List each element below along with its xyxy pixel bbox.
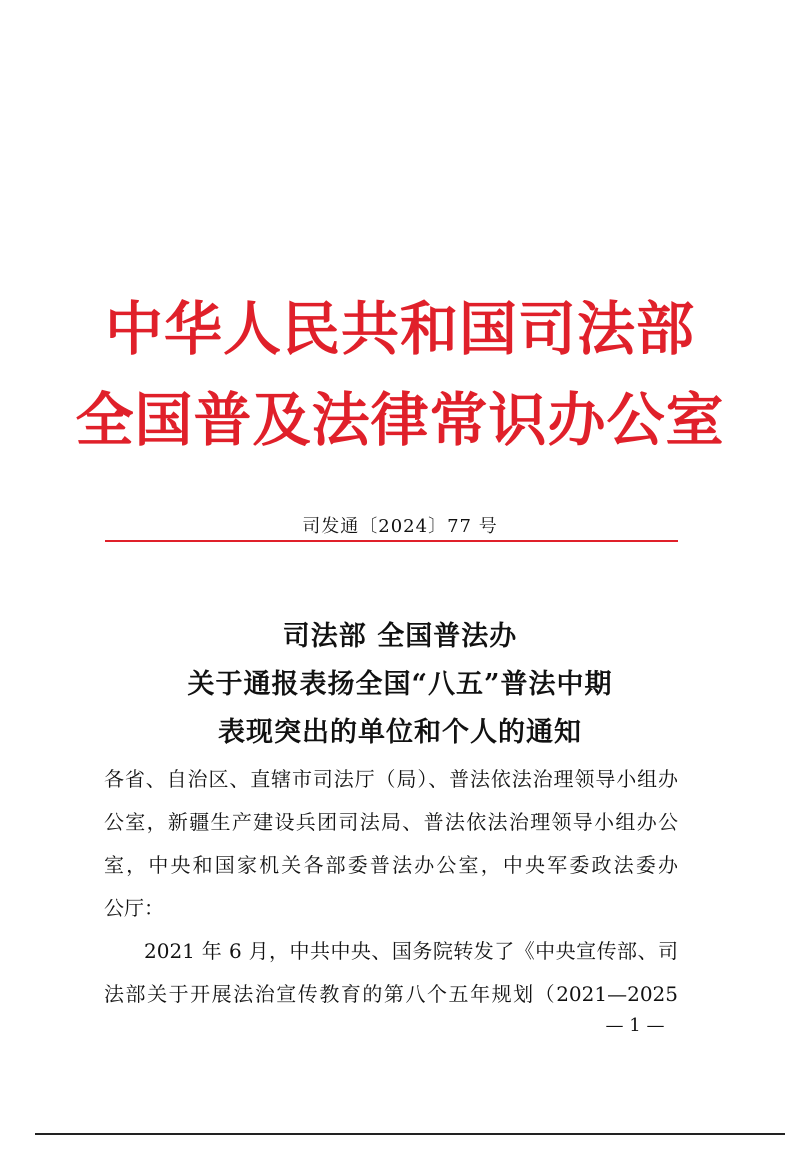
addressee-line-3: 室，中央和国家机关各部委普法办公室，中央军委政法委办 <box>104 853 678 877</box>
issuer-name-line-1: 中华人民共和国司法部 <box>104 295 695 363</box>
footer-divider <box>35 1133 785 1135</box>
page-number: — 1 — <box>605 1015 665 1036</box>
document-title-line-1: 司法部 全国普法办 <box>282 621 518 652</box>
document-title-line-3: 表现突出的单位和个人的通知 <box>218 717 582 748</box>
document-number: 司发通〔2024〕77 号 <box>302 516 498 537</box>
red-header-divider <box>105 540 678 542</box>
addressee-line-4: 公厅： <box>104 896 164 920</box>
addressee-line-2: 公室，新疆生产建设兵团司法局、普法依法治理领导小组办公 <box>104 810 678 834</box>
document-title-line-2: 关于通报表扬全国“八五”普法中期 <box>187 669 613 700</box>
body-paragraph-line-1: 2021 年 6 月，中共中央、国务院转发了《中央宣传部、司 <box>144 939 678 963</box>
issuer-name-line-2: 全国普及法律常识办公室 <box>75 386 725 454</box>
addressee-line-1: 各省、自治区、直辖市司法厅（局）、普法依法治理领导小组办 <box>104 767 678 791</box>
body-paragraph-line-2: 法部关于开展法治宣传教育的第八个五年规划（2021—2025 <box>104 982 678 1006</box>
